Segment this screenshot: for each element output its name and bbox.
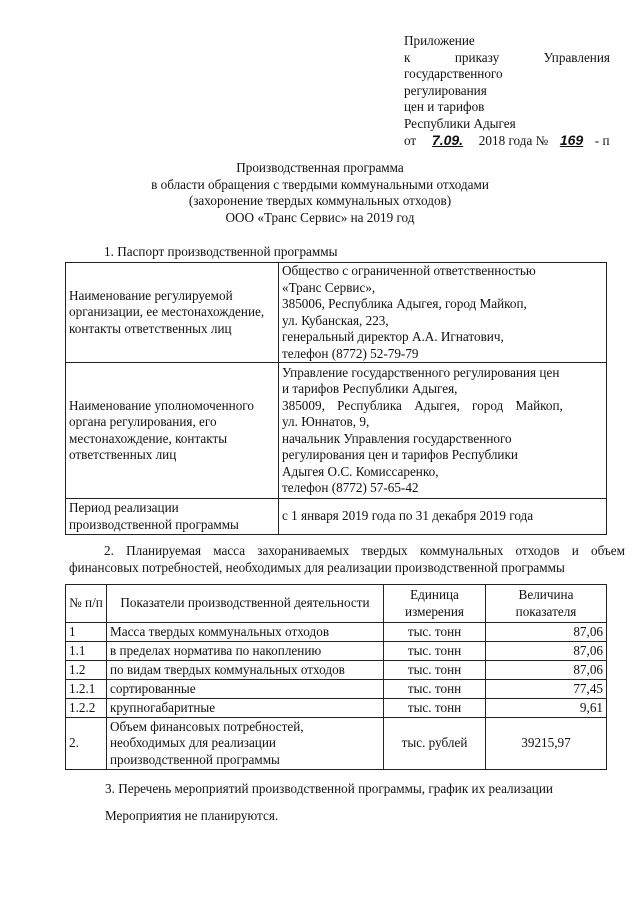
value-line: телефон (8772) 57-65-42 (282, 480, 419, 495)
value-line: Управление государственного регулирования цен (282, 364, 560, 380)
cell-unit: тыс. рублей (384, 718, 486, 770)
appendix-line (404, 50, 610, 67)
cell-unit: тыс. тонн (384, 680, 486, 699)
year-text: 2018 года № (478, 133, 549, 148)
table-row (66, 680, 607, 699)
value-line: «Транс Сервис», (282, 279, 376, 295)
title-line: (захоронение твердых коммунальных отходов) (188, 193, 452, 208)
header-value: Величина показателя (486, 585, 607, 623)
row-label: Период реализации производственной программы (66, 499, 279, 535)
cell-num: 1.2.2 (66, 699, 107, 718)
cell-value: 87,06 (486, 661, 607, 680)
value-line: ул. Кубанская, 223, (282, 312, 389, 328)
cell-indicator: сортированные (107, 680, 384, 699)
table-row (66, 699, 607, 718)
cell-value: 77,45 (486, 680, 607, 699)
cell-unit: тыс. тонн (384, 642, 486, 661)
value-line: начальник Управления государственного (282, 430, 512, 446)
table-row (66, 661, 607, 680)
section2-heading: 2. Планируемая масса захораниваемых твердых коммунальных отходов и объем финансовых потребностей, необходимых для реализации производственной программы (69, 543, 625, 575)
appendix-line: цен и тарифов (404, 99, 485, 114)
value-line: генеральный директор А.А. Игнатович, (282, 329, 504, 344)
appendix-line: регулирования (404, 82, 487, 98)
section3-heading: 3. Перечень мероприятий производственной программы, график их реализации (105, 781, 553, 796)
cell-value: 39215,97 (486, 718, 607, 770)
date-prefix: от (404, 133, 417, 148)
appendix-word: к (404, 49, 411, 65)
value-line: с 1 января 2019 года по 31 декабря 2019 года (282, 508, 534, 524)
title-line: в области обращения с твердыми коммунальными отходами (151, 176, 489, 192)
cell-indicator: по видам твердых коммунальных отходов (107, 661, 384, 680)
indicators-table (65, 584, 607, 770)
order-date-line (404, 132, 610, 150)
section3-text: Мероприятия не планируются. (105, 808, 279, 823)
row-value (279, 363, 607, 499)
cell-indicator: крупногабаритные (107, 699, 384, 718)
value-line: регулирования цен и тарифов Республики (282, 447, 518, 462)
cell-num: 1.2.1 (66, 680, 107, 699)
row-label: Наименование регулируемой организации, ее местонахождение, контакты ответственных лиц (66, 263, 279, 363)
table-row (66, 263, 607, 363)
value-line: телефон (8772) 52-79-79 (282, 345, 419, 361)
table-row (66, 499, 607, 535)
cell-indicator: Объем финансовых потребностей, необходимых для реализации производственной программы (107, 718, 384, 770)
value-line: и тарифов Республики Адыгея, (282, 381, 458, 396)
header-unit: Единица измерения (384, 585, 486, 623)
cell-num: 1.2 (66, 661, 107, 680)
value-line: Общество с ограниченной ответственностью (282, 263, 536, 278)
cell-value: 87,06 (486, 642, 607, 661)
cell-unit: тыс. тонн (384, 699, 486, 718)
value-line: ул. Юннатов, 9, (282, 414, 370, 429)
row-value (279, 499, 607, 535)
appendix-word: Управления (543, 49, 610, 65)
title-line: ООО «Транс Сервис» на 2019 год (225, 209, 415, 225)
passport-table (65, 262, 607, 535)
row-label: Наименование уполномоченного органа регулирования, его местонахождение, контакты ответственных лиц (66, 363, 279, 499)
cell-value: 9,61 (486, 699, 607, 718)
section1-heading: 1. Паспорт производственной программы (104, 244, 338, 259)
title-line: Производственная программа (236, 160, 404, 175)
cell-unit: тыс. тонн (384, 623, 486, 642)
value-line: 385006, Республика Адыгея, город Майкоп, (282, 296, 527, 311)
row-value (279, 263, 607, 363)
table-row (66, 642, 607, 661)
cell-num: 1 (66, 623, 107, 642)
value-line: 385009, Республика Адыгея, город Майкоп, (282, 397, 563, 413)
table-row (66, 363, 607, 499)
order-suffix: - п (594, 133, 610, 148)
cell-num: 1.1 (66, 642, 107, 661)
table-row (66, 718, 607, 770)
header-num: № п/п (66, 585, 107, 623)
table-row (66, 623, 607, 642)
cell-value: 87,06 (486, 623, 607, 642)
appendix-line: Приложение (404, 33, 475, 48)
appendix-line: Республики Адыгея (404, 115, 516, 131)
appendix-word: приказу (454, 49, 500, 65)
document-title (0, 160, 640, 226)
table-header-row (66, 585, 607, 623)
cell-unit: тыс. тонн (384, 661, 486, 680)
cell-indicator: в пределах норматива по накоплению (107, 642, 384, 661)
appendix-line: государственного (404, 66, 503, 81)
appendix-block (404, 33, 610, 150)
cell-num: 2. (66, 718, 107, 770)
header-indicator: Показатели производственной деятельности (107, 585, 384, 623)
cell-indicator: Масса твердых коммунальных отходов (107, 623, 384, 642)
handwritten-date: 7.09. (431, 132, 464, 148)
handwritten-number: 169 (559, 132, 584, 148)
value-line: Адыгея О.С. Комиссаренко, (282, 463, 439, 479)
